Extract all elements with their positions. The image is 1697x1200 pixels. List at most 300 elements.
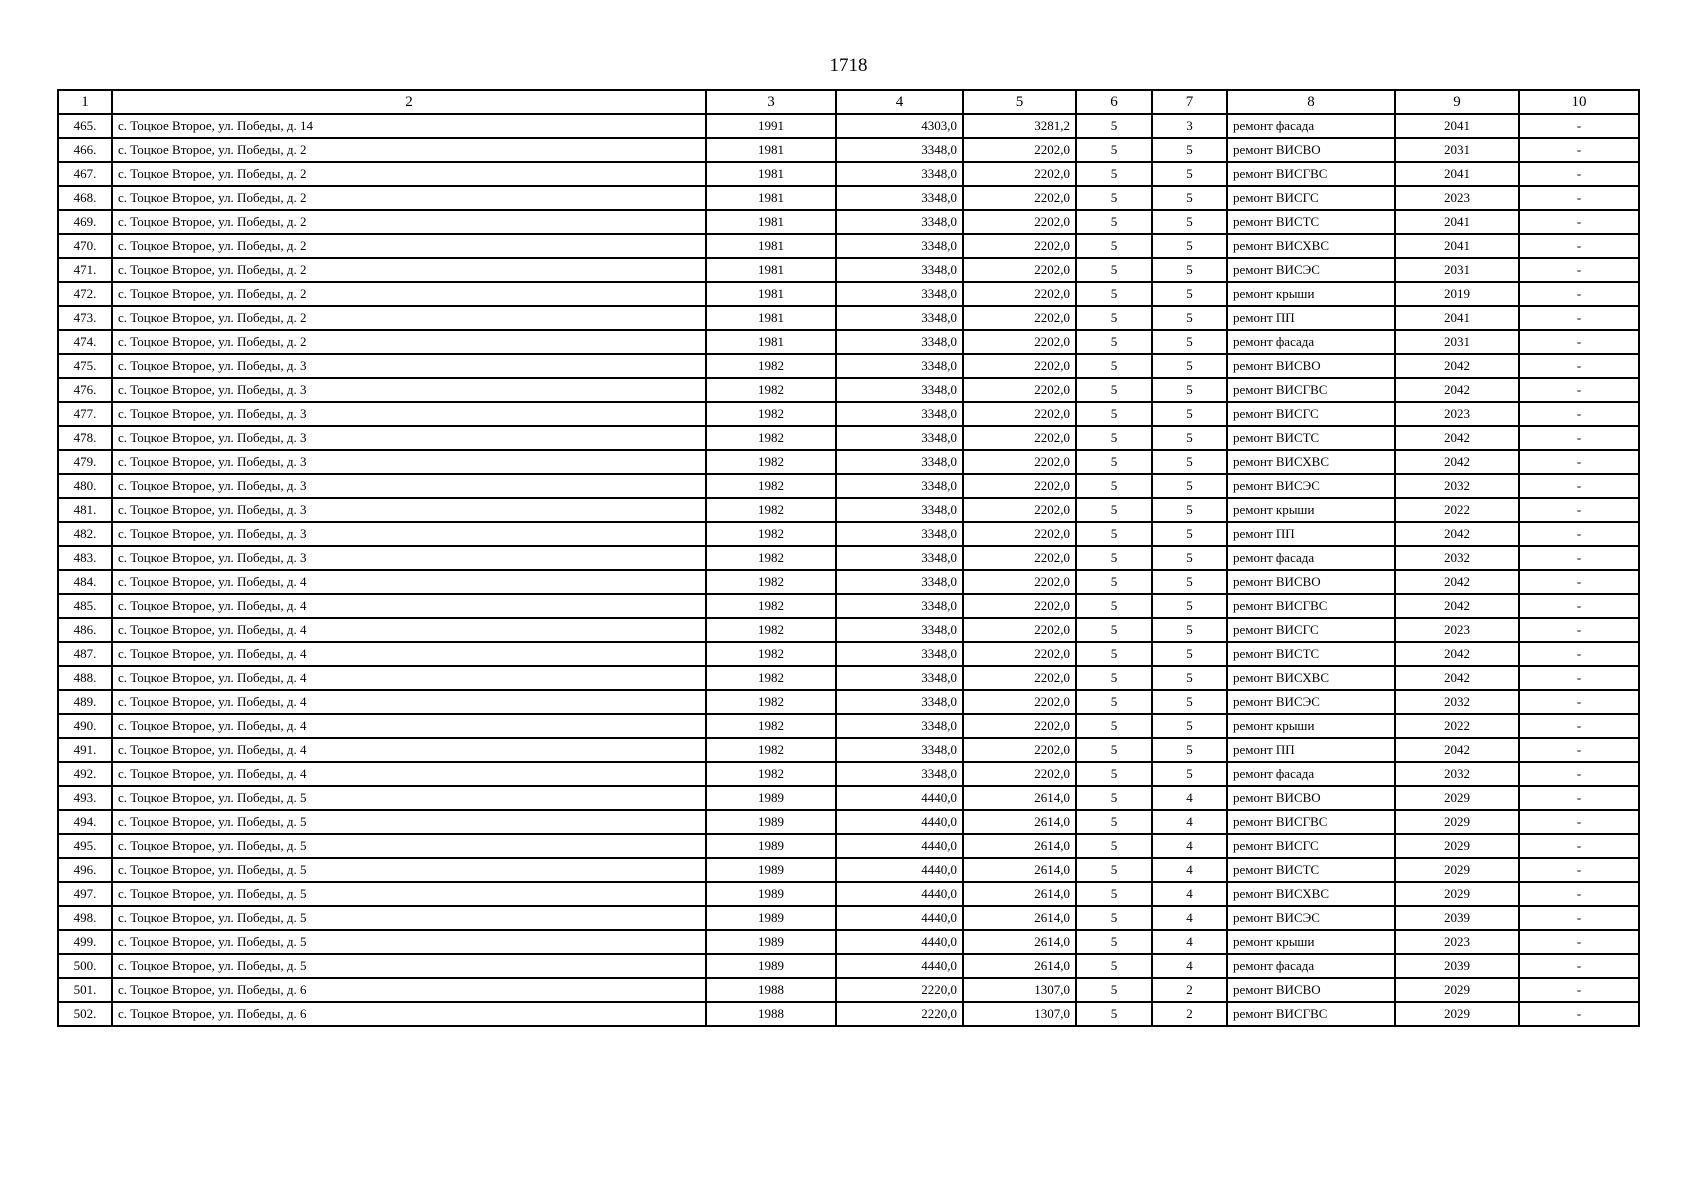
- entrances-cell: 4: [1152, 954, 1227, 978]
- row-number-cell: 476.: [58, 378, 112, 402]
- note-cell: -: [1519, 618, 1639, 642]
- plan-year-cell: 2029: [1395, 834, 1519, 858]
- note-cell: -: [1519, 354, 1639, 378]
- total-area-cell: 3348,0: [836, 210, 963, 234]
- note-cell: -: [1519, 330, 1639, 354]
- living-area-cell: 2202,0: [963, 666, 1076, 690]
- address-cell: с. Тоцкое Второе, ул. Победы, д. 5: [112, 882, 706, 906]
- plan-year-cell: 2023: [1395, 402, 1519, 426]
- living-area-cell: 2614,0: [963, 930, 1076, 954]
- year-cell: 1982: [706, 354, 836, 378]
- work-type-cell: ремонт ВИСГВС: [1227, 1002, 1395, 1026]
- row-number-cell: 478.: [58, 426, 112, 450]
- note-cell: -: [1519, 138, 1639, 162]
- plan-year-cell: 2042: [1395, 522, 1519, 546]
- address-cell: с. Тоцкое Второе, ул. Победы, д. 2: [112, 234, 706, 258]
- note-cell: -: [1519, 258, 1639, 282]
- table-row: [58, 810, 1639, 834]
- table-row: [58, 858, 1639, 882]
- living-area-cell: 2614,0: [963, 882, 1076, 906]
- entrances-cell: 4: [1152, 786, 1227, 810]
- table-row: [58, 210, 1639, 234]
- total-area-cell: 3348,0: [836, 714, 963, 738]
- row-number-cell: 490.: [58, 714, 112, 738]
- table-row: [58, 402, 1639, 426]
- work-type-cell: ремонт фасада: [1227, 954, 1395, 978]
- work-type-cell: ремонт фасада: [1227, 762, 1395, 786]
- total-area-cell: 4440,0: [836, 810, 963, 834]
- plan-year-cell: 2042: [1395, 354, 1519, 378]
- address-cell: с. Тоцкое Второе, ул. Победы, д. 2: [112, 162, 706, 186]
- note-cell: -: [1519, 810, 1639, 834]
- address-cell: с. Тоцкое Второе, ул. Победы, д. 2: [112, 330, 706, 354]
- note-cell: -: [1519, 906, 1639, 930]
- table-row: [58, 258, 1639, 282]
- address-cell: с. Тоцкое Второе, ул. Победы, д. 3: [112, 522, 706, 546]
- address-cell: с. Тоцкое Второе, ул. Победы, д. 5: [112, 858, 706, 882]
- entrances-cell: 4: [1152, 906, 1227, 930]
- row-number-cell: 500.: [58, 954, 112, 978]
- column-header-3: 3: [706, 90, 836, 114]
- row-number-cell: 480.: [58, 474, 112, 498]
- year-cell: 1982: [706, 570, 836, 594]
- year-cell: 1989: [706, 786, 836, 810]
- floors-cell: 5: [1076, 762, 1152, 786]
- plan-year-cell: 2031: [1395, 330, 1519, 354]
- plan-year-cell: 2019: [1395, 282, 1519, 306]
- total-area-cell: 3348,0: [836, 354, 963, 378]
- note-cell: -: [1519, 426, 1639, 450]
- address-cell: с. Тоцкое Второе, ул. Победы, д. 3: [112, 498, 706, 522]
- year-cell: 1982: [706, 738, 836, 762]
- table-row: [58, 618, 1639, 642]
- floors-cell: 5: [1076, 306, 1152, 330]
- year-cell: 1982: [706, 642, 836, 666]
- address-cell: с. Тоцкое Второе, ул. Победы, д. 2: [112, 210, 706, 234]
- living-area-cell: 2614,0: [963, 786, 1076, 810]
- note-cell: -: [1519, 402, 1639, 426]
- living-area-cell: 2614,0: [963, 954, 1076, 978]
- work-type-cell: ремонт ВИСГВС: [1227, 162, 1395, 186]
- year-cell: 1982: [706, 450, 836, 474]
- total-area-cell: 3348,0: [836, 306, 963, 330]
- plan-year-cell: 2029: [1395, 858, 1519, 882]
- total-area-cell: 4440,0: [836, 930, 963, 954]
- year-cell: 1989: [706, 930, 836, 954]
- address-cell: с. Тоцкое Второе, ул. Победы, д. 2: [112, 306, 706, 330]
- year-cell: 1982: [706, 474, 836, 498]
- living-area-cell: 2202,0: [963, 258, 1076, 282]
- living-area-cell: 2202,0: [963, 474, 1076, 498]
- total-area-cell: 3348,0: [836, 258, 963, 282]
- table-row: [58, 594, 1639, 618]
- year-cell: 1982: [706, 378, 836, 402]
- floors-cell: 5: [1076, 642, 1152, 666]
- entrances-cell: 5: [1152, 234, 1227, 258]
- note-cell: -: [1519, 642, 1639, 666]
- address-cell: с. Тоцкое Второе, ул. Победы, д. 2: [112, 258, 706, 282]
- floors-cell: 5: [1076, 1002, 1152, 1026]
- entrances-cell: 4: [1152, 810, 1227, 834]
- entrances-cell: 5: [1152, 426, 1227, 450]
- row-number-cell: 469.: [58, 210, 112, 234]
- note-cell: -: [1519, 786, 1639, 810]
- entrances-cell: 5: [1152, 642, 1227, 666]
- row-number-cell: 482.: [58, 522, 112, 546]
- entrances-cell: 5: [1152, 450, 1227, 474]
- row-number-cell: 491.: [58, 738, 112, 762]
- table-row: [58, 354, 1639, 378]
- entrances-cell: 4: [1152, 930, 1227, 954]
- floors-cell: 5: [1076, 666, 1152, 690]
- row-number-cell: 484.: [58, 570, 112, 594]
- entrances-cell: 5: [1152, 474, 1227, 498]
- plan-year-cell: 2042: [1395, 642, 1519, 666]
- row-number-cell: 488.: [58, 666, 112, 690]
- work-type-cell: ремонт ВИСЭС: [1227, 690, 1395, 714]
- entrances-cell: 5: [1152, 258, 1227, 282]
- total-area-cell: 3348,0: [836, 426, 963, 450]
- plan-year-cell: 2041: [1395, 162, 1519, 186]
- work-type-cell: ремонт фасада: [1227, 114, 1395, 138]
- address-cell: с. Тоцкое Второе, ул. Победы, д. 5: [112, 930, 706, 954]
- year-cell: 1982: [706, 666, 836, 690]
- living-area-cell: 2202,0: [963, 594, 1076, 618]
- table-row: [58, 330, 1639, 354]
- work-type-cell: ремонт крыши: [1227, 930, 1395, 954]
- entrances-cell: 5: [1152, 666, 1227, 690]
- total-area-cell: 3348,0: [836, 162, 963, 186]
- total-area-cell: 3348,0: [836, 450, 963, 474]
- living-area-cell: 2202,0: [963, 354, 1076, 378]
- table-row: [58, 138, 1639, 162]
- table-row: [58, 282, 1639, 306]
- living-area-cell: 3281,2: [963, 114, 1076, 138]
- floors-cell: 5: [1076, 330, 1152, 354]
- plan-year-cell: 2023: [1395, 930, 1519, 954]
- plan-year-cell: 2041: [1395, 210, 1519, 234]
- floors-cell: 5: [1076, 114, 1152, 138]
- work-type-cell: ремонт ВИСТС: [1227, 858, 1395, 882]
- plan-year-cell: 2029: [1395, 978, 1519, 1002]
- entrances-cell: 5: [1152, 714, 1227, 738]
- entrances-cell: 5: [1152, 402, 1227, 426]
- entrances-cell: 5: [1152, 738, 1227, 762]
- entrances-cell: 5: [1152, 762, 1227, 786]
- column-header-9: 9: [1395, 90, 1519, 114]
- address-cell: с. Тоцкое Второе, ул. Победы, д. 3: [112, 402, 706, 426]
- year-cell: 1981: [706, 210, 836, 234]
- entrances-cell: 5: [1152, 330, 1227, 354]
- address-cell: с. Тоцкое Второе, ул. Победы, д. 4: [112, 666, 706, 690]
- note-cell: -: [1519, 834, 1639, 858]
- plan-year-cell: 2041: [1395, 114, 1519, 138]
- year-cell: 1981: [706, 186, 836, 210]
- year-cell: 1989: [706, 834, 836, 858]
- living-area-cell: 1307,0: [963, 1002, 1076, 1026]
- floors-cell: 5: [1076, 354, 1152, 378]
- address-cell: с. Тоцкое Второе, ул. Победы, д. 4: [112, 738, 706, 762]
- living-area-cell: 2202,0: [963, 714, 1076, 738]
- entrances-cell: 4: [1152, 882, 1227, 906]
- table-row: [58, 450, 1639, 474]
- work-type-cell: ремонт ВИСХВС: [1227, 666, 1395, 690]
- year-cell: 1981: [706, 282, 836, 306]
- floors-cell: 5: [1076, 522, 1152, 546]
- row-number-cell: 471.: [58, 258, 112, 282]
- entrances-cell: 5: [1152, 378, 1227, 402]
- work-type-cell: ремонт фасада: [1227, 330, 1395, 354]
- work-type-cell: ремонт ВИСВО: [1227, 354, 1395, 378]
- living-area-cell: 2202,0: [963, 330, 1076, 354]
- year-cell: 1981: [706, 258, 836, 282]
- row-number-cell: 501.: [58, 978, 112, 1002]
- address-cell: с. Тоцкое Второе, ул. Победы, д. 4: [112, 570, 706, 594]
- table-row: [58, 642, 1639, 666]
- work-type-cell: ремонт ВИСТС: [1227, 426, 1395, 450]
- living-area-cell: 2202,0: [963, 738, 1076, 762]
- row-number-cell: 487.: [58, 642, 112, 666]
- work-type-cell: ремонт ПП: [1227, 738, 1395, 762]
- table-row: [58, 666, 1639, 690]
- row-number-cell: 468.: [58, 186, 112, 210]
- header-row: [58, 90, 1639, 114]
- entrances-cell: 5: [1152, 618, 1227, 642]
- year-cell: 1988: [706, 1002, 836, 1026]
- year-cell: 1982: [706, 594, 836, 618]
- living-area-cell: 2202,0: [963, 570, 1076, 594]
- row-number-cell: 465.: [58, 114, 112, 138]
- page-number: 1718: [829, 55, 868, 76]
- note-cell: -: [1519, 162, 1639, 186]
- work-type-cell: ремонт фасада: [1227, 546, 1395, 570]
- work-type-cell: ремонт ВИСХВС: [1227, 234, 1395, 258]
- plan-year-cell: 2042: [1395, 450, 1519, 474]
- address-cell: с. Тоцкое Второе, ул. Победы, д. 3: [112, 354, 706, 378]
- plan-year-cell: 2022: [1395, 498, 1519, 522]
- row-number-cell: 467.: [58, 162, 112, 186]
- year-cell: 1982: [706, 618, 836, 642]
- work-type-cell: ремонт ВИСГС: [1227, 186, 1395, 210]
- note-cell: -: [1519, 522, 1639, 546]
- table-row: [58, 474, 1639, 498]
- work-type-cell: ремонт ВИСТС: [1227, 210, 1395, 234]
- entrances-cell: 5: [1152, 570, 1227, 594]
- year-cell: 1982: [706, 498, 836, 522]
- table-row: [58, 114, 1639, 138]
- total-area-cell: 3348,0: [836, 498, 963, 522]
- plan-year-cell: 2041: [1395, 234, 1519, 258]
- floors-cell: 5: [1076, 570, 1152, 594]
- total-area-cell: 3348,0: [836, 738, 963, 762]
- floors-cell: 5: [1076, 834, 1152, 858]
- table-row: [58, 906, 1639, 930]
- address-cell: с. Тоцкое Второе, ул. Победы, д. 4: [112, 642, 706, 666]
- table-row: [58, 306, 1639, 330]
- floors-cell: 5: [1076, 402, 1152, 426]
- note-cell: -: [1519, 498, 1639, 522]
- note-cell: -: [1519, 546, 1639, 570]
- table-body: [58, 114, 1639, 1026]
- floors-cell: 5: [1076, 210, 1152, 234]
- note-cell: -: [1519, 594, 1639, 618]
- work-type-cell: ремонт ВИСГС: [1227, 834, 1395, 858]
- address-cell: с. Тоцкое Второе, ул. Победы, д. 2: [112, 138, 706, 162]
- row-number-cell: 486.: [58, 618, 112, 642]
- address-cell: с. Тоцкое Второе, ул. Победы, д. 6: [112, 1002, 706, 1026]
- total-area-cell: 3348,0: [836, 282, 963, 306]
- total-area-cell: 3348,0: [836, 378, 963, 402]
- entrances-cell: 5: [1152, 210, 1227, 234]
- total-area-cell: 3348,0: [836, 594, 963, 618]
- year-cell: 1981: [706, 234, 836, 258]
- floors-cell: 5: [1076, 546, 1152, 570]
- table-row: [58, 234, 1639, 258]
- year-cell: 1981: [706, 330, 836, 354]
- table-row: [58, 954, 1639, 978]
- year-cell: 1982: [706, 546, 836, 570]
- entrances-cell: 5: [1152, 138, 1227, 162]
- year-cell: 1981: [706, 162, 836, 186]
- living-area-cell: 2202,0: [963, 378, 1076, 402]
- year-cell: 1982: [706, 762, 836, 786]
- address-cell: с. Тоцкое Второе, ул. Победы, д. 5: [112, 786, 706, 810]
- row-number-cell: 489.: [58, 690, 112, 714]
- plan-year-cell: 2039: [1395, 954, 1519, 978]
- address-cell: с. Тоцкое Второе, ул. Победы, д. 2: [112, 282, 706, 306]
- repair-schedule-table: [57, 89, 1640, 1027]
- work-type-cell: ремонт ПП: [1227, 522, 1395, 546]
- floors-cell: 5: [1076, 810, 1152, 834]
- entrances-cell: 5: [1152, 306, 1227, 330]
- total-area-cell: 3348,0: [836, 762, 963, 786]
- work-type-cell: ремонт ВИСЭС: [1227, 906, 1395, 930]
- note-cell: -: [1519, 858, 1639, 882]
- work-type-cell: ремонт ВИСЭС: [1227, 258, 1395, 282]
- year-cell: 1989: [706, 906, 836, 930]
- total-area-cell: 3348,0: [836, 234, 963, 258]
- table-row: [58, 570, 1639, 594]
- column-header-6: 6: [1076, 90, 1152, 114]
- year-cell: 1982: [706, 402, 836, 426]
- plan-year-cell: 2029: [1395, 786, 1519, 810]
- total-area-cell: 4440,0: [836, 882, 963, 906]
- work-type-cell: ремонт ВИСГС: [1227, 618, 1395, 642]
- entrances-cell: 2: [1152, 1002, 1227, 1026]
- plan-year-cell: 2032: [1395, 762, 1519, 786]
- row-number-cell: 498.: [58, 906, 112, 930]
- entrances-cell: 5: [1152, 594, 1227, 618]
- year-cell: 1991: [706, 114, 836, 138]
- note-cell: -: [1519, 738, 1639, 762]
- address-cell: с. Тоцкое Второе, ул. Победы, д. 4: [112, 618, 706, 642]
- note-cell: -: [1519, 186, 1639, 210]
- living-area-cell: 2202,0: [963, 138, 1076, 162]
- address-cell: с. Тоцкое Второе, ул. Победы, д. 5: [112, 954, 706, 978]
- note-cell: -: [1519, 714, 1639, 738]
- plan-year-cell: 2029: [1395, 810, 1519, 834]
- living-area-cell: 2202,0: [963, 306, 1076, 330]
- work-type-cell: ремонт ВИСГВС: [1227, 378, 1395, 402]
- entrances-cell: 5: [1152, 690, 1227, 714]
- note-cell: -: [1519, 570, 1639, 594]
- row-number-cell: 472.: [58, 282, 112, 306]
- total-area-cell: 3348,0: [836, 546, 963, 570]
- total-area-cell: 3348,0: [836, 690, 963, 714]
- row-number-cell: 473.: [58, 306, 112, 330]
- table-row: [58, 930, 1639, 954]
- floors-cell: 5: [1076, 138, 1152, 162]
- column-header-10: 10: [1519, 90, 1639, 114]
- living-area-cell: 2202,0: [963, 402, 1076, 426]
- row-number-cell: 474.: [58, 330, 112, 354]
- floors-cell: 5: [1076, 930, 1152, 954]
- address-cell: с. Тоцкое Второе, ул. Победы, д. 14: [112, 114, 706, 138]
- year-cell: 1982: [706, 714, 836, 738]
- total-area-cell: 4440,0: [836, 906, 963, 930]
- table-row: [58, 978, 1639, 1002]
- column-header-4: 4: [836, 90, 963, 114]
- total-area-cell: 4440,0: [836, 858, 963, 882]
- entrances-cell: 5: [1152, 522, 1227, 546]
- column-header-5: 5: [963, 90, 1076, 114]
- row-number-cell: 479.: [58, 450, 112, 474]
- entrances-cell: 5: [1152, 354, 1227, 378]
- note-cell: -: [1519, 954, 1639, 978]
- plan-year-cell: 2029: [1395, 1002, 1519, 1026]
- floors-cell: 5: [1076, 786, 1152, 810]
- note-cell: -: [1519, 762, 1639, 786]
- note-cell: -: [1519, 1002, 1639, 1026]
- living-area-cell: 2202,0: [963, 522, 1076, 546]
- year-cell: 1989: [706, 810, 836, 834]
- plan-year-cell: 2032: [1395, 690, 1519, 714]
- total-area-cell: 3348,0: [836, 138, 963, 162]
- entrances-cell: 5: [1152, 282, 1227, 306]
- floors-cell: 5: [1076, 234, 1152, 258]
- row-number-cell: 466.: [58, 138, 112, 162]
- note-cell: -: [1519, 882, 1639, 906]
- year-cell: 1982: [706, 426, 836, 450]
- living-area-cell: 2202,0: [963, 762, 1076, 786]
- work-type-cell: ремонт ВИСТС: [1227, 642, 1395, 666]
- total-area-cell: 3348,0: [836, 522, 963, 546]
- address-cell: с. Тоцкое Второе, ул. Победы, д. 4: [112, 714, 706, 738]
- total-area-cell: 4303,0: [836, 114, 963, 138]
- work-type-cell: ремонт ВИСВО: [1227, 786, 1395, 810]
- work-type-cell: ремонт ВИСГВС: [1227, 594, 1395, 618]
- total-area-cell: 3348,0: [836, 642, 963, 666]
- total-area-cell: 3348,0: [836, 186, 963, 210]
- year-cell: 1989: [706, 882, 836, 906]
- total-area-cell: 2220,0: [836, 978, 963, 1002]
- living-area-cell: 2202,0: [963, 426, 1076, 450]
- total-area-cell: 3348,0: [836, 330, 963, 354]
- entrances-cell: 5: [1152, 162, 1227, 186]
- living-area-cell: 2202,0: [963, 498, 1076, 522]
- entrances-cell: 5: [1152, 186, 1227, 210]
- address-cell: с. Тоцкое Второе, ул. Победы, д. 5: [112, 906, 706, 930]
- floors-cell: 5: [1076, 906, 1152, 930]
- table-row: [58, 498, 1639, 522]
- total-area-cell: 3348,0: [836, 618, 963, 642]
- plan-year-cell: 2031: [1395, 258, 1519, 282]
- total-area-cell: 3348,0: [836, 402, 963, 426]
- note-cell: -: [1519, 282, 1639, 306]
- table-row: [58, 786, 1639, 810]
- plan-year-cell: 2022: [1395, 714, 1519, 738]
- entrances-cell: 5: [1152, 498, 1227, 522]
